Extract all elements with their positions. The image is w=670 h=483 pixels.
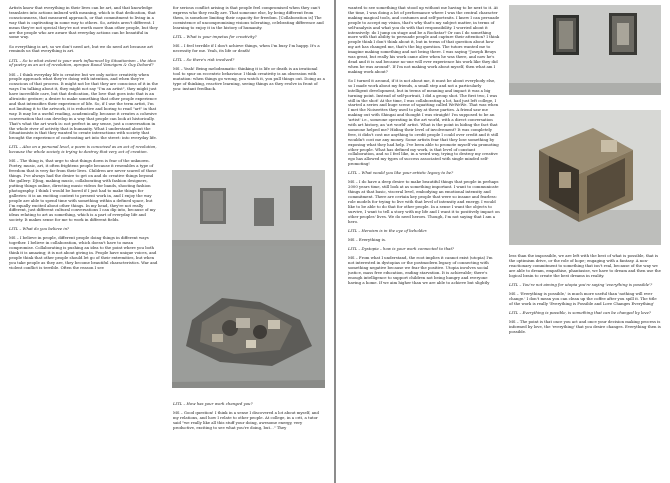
left-page bbox=[0, 0, 334, 483]
interview-paragraph: MS – I think everyday life is creative but we only notice creativity when people approach what they're doing with intention, and when they're conscious of that process. It might not be that they are conscious of it in the ways I'm talking about it, they might not say "I'm an artist", they might just have incredible care, but that dedication, the love that goes into that is an altruistic gesture; a desire to make something that other people experience and that intensifies their experience of life. So, if I use the term artist, I'm not limiting it to the artwork, it is reductive and boring to read "art" in that way. It may be a useful reading, academically, because it creates a cohesive conversation that can develop in a way that people can look at historically. That's what the art work is: not perfect in any sense, just a conversation in the whole river of activity that is humanity. What I understand about the Situationists is that they wanted to create interactions with society that brought the experience of confronting art into the street: into everyday life. bbox=[9, 71, 158, 141]
left-column-2-bottom bbox=[173, 402, 325, 480]
interview-question: LITL – What do you believe in? bbox=[9, 226, 70, 232]
framed-artwork-photo-top bbox=[509, 5, 661, 95]
interview-question: LITL – You're not aiming for utopia you're saying 'everything is possible'? bbox=[509, 281, 653, 287]
interview-paragraph: MS – I feel terrible if I don't achieve things, when I'm busy I'm happy. It's a necessity for me. Yeah, its life or death! bbox=[173, 42, 320, 53]
interview-question: LITL – Everything is possible, is something that can be changed by love? bbox=[509, 309, 651, 315]
interview-paragraph: MS – Everything is. bbox=[348, 236, 387, 242]
box-sculpture-photo bbox=[509, 110, 661, 245]
interview-paragraph: wanted to see something that stood up without me having to be next to it. At the time, I was doing a lot of performance where I was the central character making magical tools, and costumes and self-portraits. I knew I can persuade people to accept my vision, that's why that's my subject matter, in terms of self-analysis and what you do with that responsibility. I worried about it intensively: do I jump on stage and be a Rockstar? Or can I do something more with that ability to persuade people and capture their attention? I think people think I don't think about it, but in terms of that question about how my art has changed me, that's the big question. The tutors wanted me to imagine making something and not being there. I was saying "Joseph Beuys was great, but really his work came alive when he was there, and now he's dead and it is sad because no-one will ever experience his work like they did when he was around". If I'm not making work about myself, then what am I making work about? bbox=[348, 6, 500, 74]
interview-question: LITL – So there's risk involved? bbox=[173, 56, 235, 62]
left-column-2-top bbox=[173, 6, 325, 166]
interview-paragraph: MS – I believe in people, different people doing things in different ways together. I believe in collaboration, which doesn't have to mean compromise. Collaborating is pushing an idea to the point where you both think it is amazing; it is not about giving in. People have unique voices, and people think that other people should let go of their extremities, but when you take people as they are, they become beautiful characteristics. War and violent conflict is terrible. Often the reason I see bbox=[9, 235, 158, 270]
interview-paragraph: MS – The thing is, that urge to shut things down is fear of the unknown. Poetry, music, art, it often frightens people because it resembles a type of freedom that is very far from their lives. Children are never scared of those things. I've always had the desire to get on and do creative things beyond the gallery: DJing, making music, collaborating with fashion designers, putting things online, directing music videos for bands, shooting fashion photography. I think I would be bored if I just had to make things for galleries: it is an exciting context to present work in, and I enjoy the way people are able to spend time with something within a defined space, but I'm equally excited about other things. In my head, they're not really different, just different cultural conversations I can dip into, because of my ideas relating to art as something, which is a part of everyday life and society. It makes sense for me to work in different fields. bbox=[9, 158, 157, 223]
interview-question: LITL – What would you like your artistic legacy to be? bbox=[348, 170, 454, 176]
interview-paragraph: So everything is art, so we don't need art, but we do need art because art reminds us that everything is art. bbox=[9, 43, 153, 54]
interview-paragraph: less than the impossible, we are left with the best of what is possible, that is the optimism drive, or the role of hope; engaging with a fantasy. A non-reactionary commitment to something that isn't real, because of the way we are able to dream, empathise, phantasise, we have to dream and then use the logical brain to create the best dreams in reality. bbox=[509, 254, 661, 278]
interview-question: LITL – Heroism is in the eye of beholder. bbox=[348, 227, 428, 233]
interview-question: LITL – So to what extent is your work influenced by Situationism – the idea of poetry as an act of revolution, apropos Raoul Vaneigem & Guy Debord? bbox=[9, 57, 156, 68]
gallery-floor-installation-photo bbox=[172, 170, 325, 388]
left-column-1 bbox=[9, 6, 159, 480]
right-column-1 bbox=[348, 6, 500, 480]
interview-paragraph: MS – Good question! I think in a sense I discovered a lot about myself, and my relations, and how I relate to other people. At college, in a crit, a tutor said "we really like all this stuff your doing, awesome energy, very productive, exciting to see what you're doing, but…" They bbox=[173, 410, 319, 430]
interview-question: LITL – Dystopia – how is your work connected to that? bbox=[348, 246, 455, 251]
right-column-2 bbox=[509, 254, 661, 479]
interview-question: LITL – How has your work changed you? bbox=[173, 402, 253, 406]
interview-question: LITL – What is your impetus for creativity? bbox=[173, 33, 257, 39]
interview-paragraph: MS – From what I understand, the root implies it cannot exist (utopia) I'm not interested in dystopias or the postmodern legacy of connecting with something negative because we fear the positive. Utopia involves social justice, mass free education, ending starvation. It is achievable; there's enough intelligence to support children not being hungry and everyone having a home. If we aim higher than we are able to achieve but slightly bbox=[348, 255, 493, 285]
interview-paragraph: for serious conflict arising is that people feel compromised when they can't express who they really are. That someone else, by being different from them, is somehow limiting their capacity for freedom. [Collaboration is] The coexistence of uncompromising visions tolerating, celebrating difference and learning to enjoy it in the history of humanity. bbox=[173, 6, 324, 30]
interview-paragraph: Artists know that everything in their lives can be art, and that knowledge translates into actions imbued with meaning, which is that dedication, that consciousness, that measured approach, or that commitment to living in a way that is captivating in some way to others. So, artists aren't different. I mean they're not special they're not worth more than other people, but they are the people who are aware that everyday actions can be beautiful in some way. bbox=[9, 6, 158, 40]
interview-paragraph: MS – The point is that once you act and once your decision making process is informed by love, the 'everything' that you desire changes. Everything then is possible. bbox=[509, 318, 661, 334]
interview-paragraph: So I turned it around, if it is not about me, it must be about everybody else, so I made work about my friends, a small step and not a particularly intelligent development, but in terms of meaning and impact it was a big turning point. Instead of self-portrait, I did a group shot. The first two, I was still in the shot! At the time, I was collaborating a lot, had just left college, I started a series and huge scene of squatting called WeWeWe. That was when I met the Noiseettes they used to play at these parties. A friend saw me making out with Shingai and thought I was straight! I'm supposed to be an 'artist' i.e., someone operating in the art world, with a direct conversation with art history, an 'art world' artist. What is the point in hiding the fact that someone helped me? Hiding their level of involvement? It was completely free, it didn't cost me anything to credit people I could over credit and it still wouldn't cost me any money. Some artists fear that they lose something by exposing what they had help. I've been able to promote myself via promoting other people. What has defined my work, is that level of constant collaboration, and so I feel like, in a weird way, trying to destroy my creative ego has allowed my types of success associated with single minded self-promoting! bbox=[348, 77, 499, 167]
right-page bbox=[336, 0, 670, 483]
interview-paragraph: MS – Yeah! Being melodramatic: thinking it is life or death is an irrational tool to spur on eccentric behaviour. I think creativity is an obsession with mutation: when things go wrong, you watch it, you pull things out. Doing as a type of thinking, reactive learning, seeing things as they evolve in front of you: instant feedback. bbox=[173, 65, 325, 91]
interview-paragraph: MS – 'Everything is possible,' is much more useful than 'nothing will ever change.' I don't mean you can clean up the coffee after you spill it. The title of the work is really 'Everything is Possible and Love Changes Everything' bbox=[509, 290, 657, 306]
interview-paragraph: MS – I do have a deep desire to make beautiful things that people in perhaps 2000 years time, still look at as something important. I want to communicate things at that basic, visceral level, embodying an emotional intensity and commitment. There are certain key people that were so insane and fearless: role models for trying to live with that level of intensity and energy. I would like to be able to do that for other people. In a sense I want the objects to survive, I want to tell a story with my life and I want it to positively impact on other peoples' lives. We do need heroes. Though, I'm not saying that I am a hero. bbox=[348, 179, 500, 224]
interview-question: LITL – Also on a personal level, a poem is conceived as an act of revolution, because the whole society is trying to destroy that very act of creation. bbox=[9, 144, 157, 155]
